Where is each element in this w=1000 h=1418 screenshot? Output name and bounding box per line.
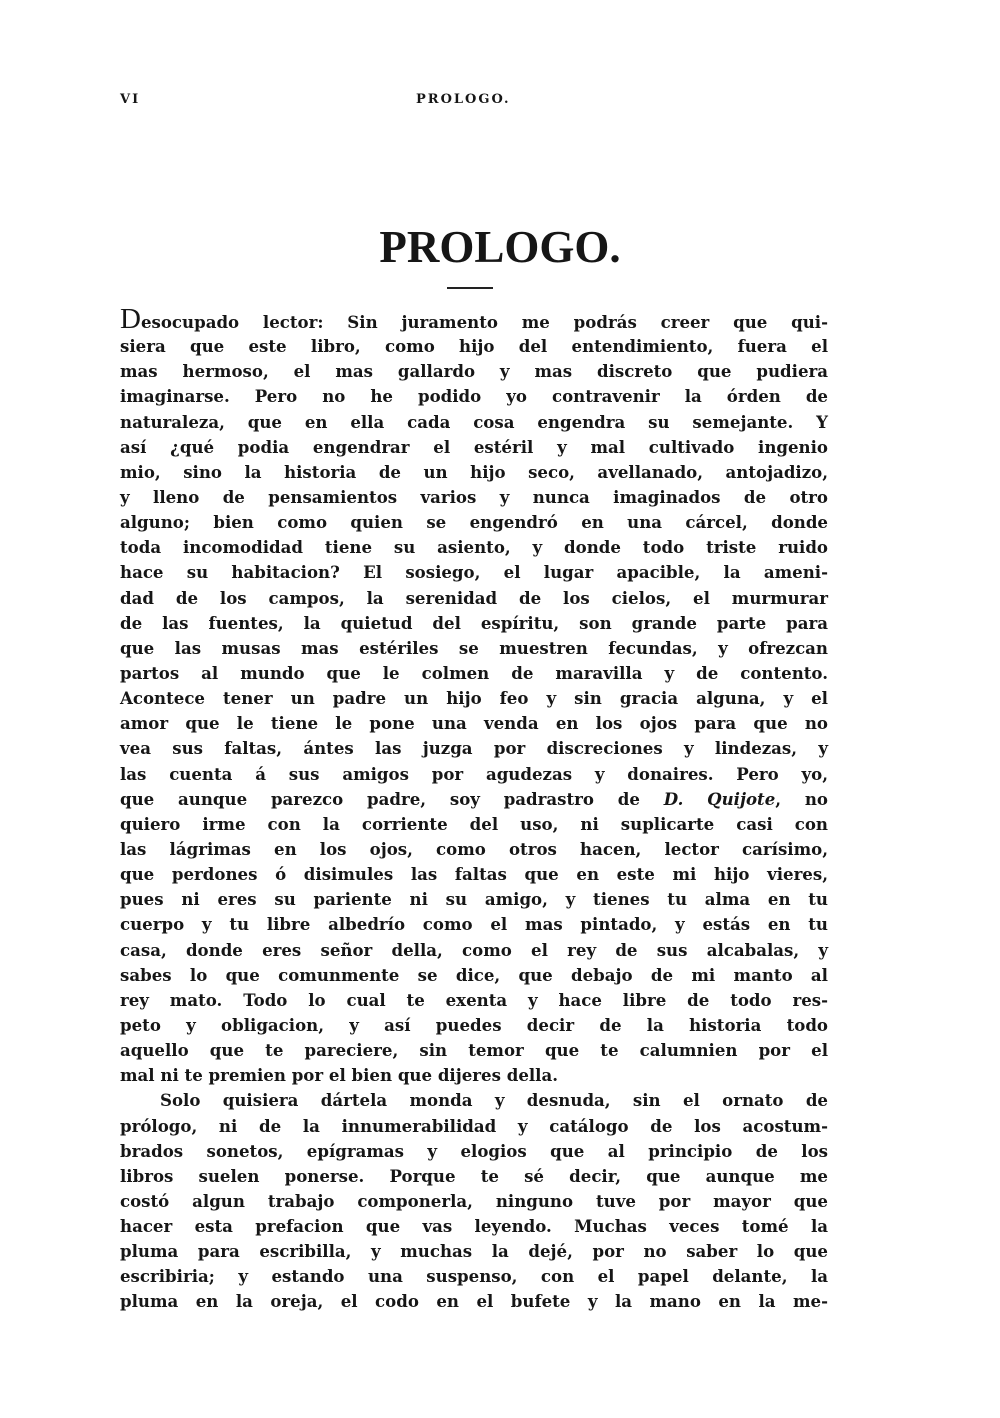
- text-line: mas hermoso, el mas gallardo y mas discreto que pudiera: [120, 361, 828, 382]
- drop-letter: D: [120, 303, 141, 335]
- text-line: brados sonetos, epígramas y elogios que al principio de los: [120, 1140, 828, 1161]
- text-line: dad de los campos, la serenidad de los cielos, el murmurar: [120, 587, 828, 608]
- text-line: aquello que te pareciere, sin temor que te calumnien por el: [120, 1040, 828, 1061]
- text-line: escribiria; y estando una suspenso, con el papel delante, la: [120, 1266, 828, 1287]
- text-line: partos al mundo que le colmen de maravilla y de contento.: [120, 662, 828, 683]
- text-line: mal ni te premien por el bien que dijeres della.: [120, 1065, 559, 1086]
- text-line: mio, sino la historia de un hijo seco, avellanado, antojadizo,: [120, 461, 828, 482]
- text-line: amor que le tiene le pone una venda en los ojos para que no: [120, 713, 828, 734]
- text-line: vea sus faltas, ántes las juzga por discreciones y lindezas, y: [120, 738, 828, 759]
- character-name: D. Quijote: [663, 788, 776, 809]
- paragraph-1: [120, 303, 828, 1088]
- text-line: toda incomodidad tiene su asiento, y donde todo triste ruido: [120, 537, 828, 558]
- text-line: pluma en la oreja, el codo en el bufete y la mano en la me-: [120, 1291, 828, 1312]
- title-rule: [447, 287, 493, 289]
- text-line: las cuenta á sus amigos por agudezas y donaires. Pero yo,: [120, 763, 828, 784]
- text-line: Solo quisiera dártela monda y desnuda, sin el ornato de: [160, 1090, 828, 1111]
- text-line: y lleno de pensamientos varios y nunca imaginados de otro: [120, 486, 828, 507]
- text-line: naturaleza, que en ella cada cosa engendra su semejante. Y: [120, 411, 828, 432]
- text-line: libros suelen ponerse. Porque te sé decir, que aunque me: [120, 1165, 828, 1186]
- text-line: cuerpo y tu libre albedrío como el mas pintado, y estás en tu: [120, 914, 828, 935]
- text-line: rey mato. Todo lo cual te exenta y hace libre de todo res-: [120, 989, 828, 1010]
- text-line: así ¿qué podia engendrar el estéril y mal cultivado ingenio: [120, 436, 828, 457]
- page-number: VI: [120, 92, 141, 107]
- running-title: PROLOGO.: [416, 92, 511, 107]
- paragraph-2: [120, 1088, 828, 1314]
- text-line: siera que este libro, como hijo del entendimiento, fuera el: [120, 336, 828, 357]
- text-line: pluma para escribilla, y muchas la dejé, por no saber lo que: [120, 1241, 828, 1262]
- text-line: que perdones ó disimules las faltas que en este mi hijo vieres,: [120, 864, 828, 885]
- text-line: Acontece tener un padre un hijo feo y sin gracia alguna, y el: [120, 688, 828, 709]
- text-line: quiero irme con la corriente del uso, ni suplicarte casi con: [120, 813, 828, 834]
- text-line: hacer esta prefacion que vas leyendo. Muchas veces tomé la: [120, 1216, 828, 1237]
- text-line: costó algun trabajo componerla, ninguno tuve por mayor que: [120, 1190, 828, 1211]
- text-line: alguno; bien como quien se engendró en una cárcel, donde: [120, 512, 828, 533]
- text-line: pues ni eres su pariente ni su amigo, y tienes tu alma en tu: [120, 889, 828, 910]
- body-text: [120, 303, 828, 1315]
- text-line: prólogo, ni de la innumerabilidad y catálogo de los acostum-: [120, 1115, 828, 1136]
- text-line: que aunque parezco padre, soy padrastro de D. Quijote, no: [120, 788, 828, 809]
- text-line: peto y obligacion, y así puedes decir de la historia todo: [120, 1014, 828, 1035]
- running-header: [120, 92, 828, 116]
- text-line: sabes lo que comunmente se dice, que debajo de mi manto al: [120, 964, 828, 985]
- text-line: hace su habitacion? El sosiego, el lugar apacible, la ameni-: [120, 562, 828, 583]
- text-line: Desocupado lector: Sin juramento me podrás creer que qui-: [120, 303, 828, 335]
- chapter-title: PROLOGO.: [379, 222, 621, 272]
- text-line: casa, donde eres señor della, como el rey de sus alcabalas, y: [120, 939, 828, 960]
- text-line: las lágrimas en los ojos, como otros hacen, lector carísimo,: [120, 838, 828, 859]
- text-line: imaginarse. Pero no he podido yo contravenir la órden de: [120, 386, 828, 407]
- text-line: que las musas mas estériles se muestren fecundas, y ofrezcan: [120, 637, 828, 658]
- text-line: de las fuentes, la quietud del espíritu, son grande parte para: [120, 612, 828, 633]
